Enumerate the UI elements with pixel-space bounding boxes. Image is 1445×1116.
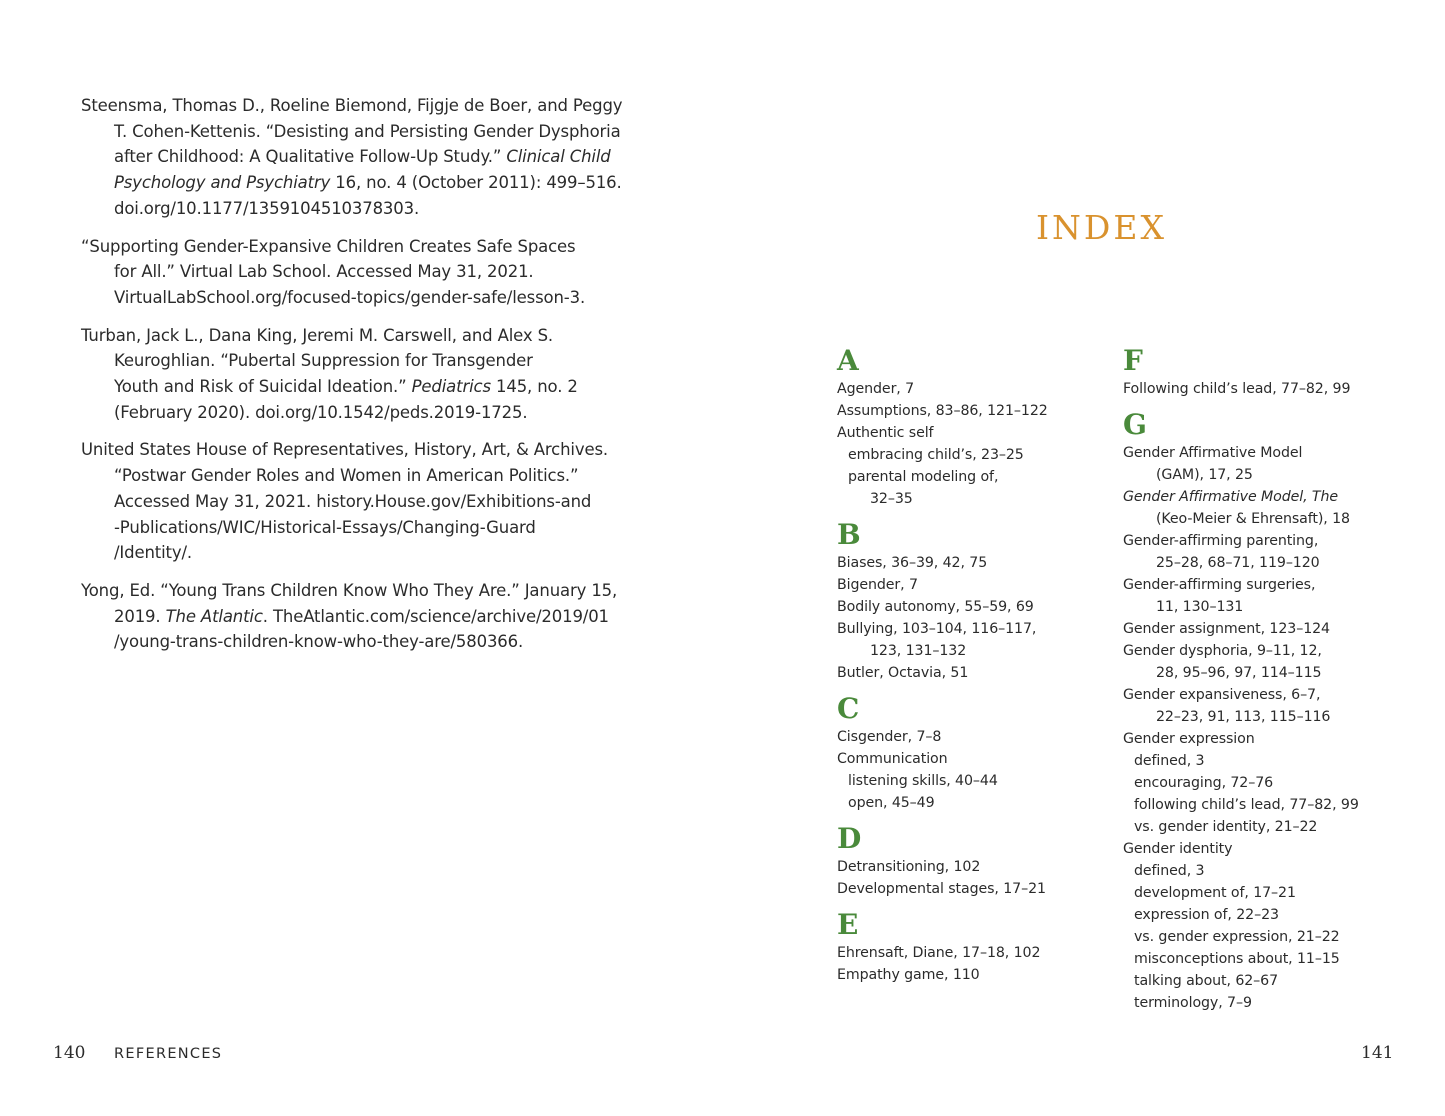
text-run: Butler, Octavia, 51 <box>837 665 969 681</box>
text-run: Accessed May 31, 2021. history.House.gov/Exhibitions-and <box>114 491 592 511</box>
index-subentry <box>1123 882 1423 904</box>
index-entry <box>837 552 1107 574</box>
index-subentry <box>837 444 1107 466</box>
index-title: INDEX <box>1036 208 1167 247</box>
index-subentry <box>1123 750 1423 772</box>
text-run: Gender expression <box>1123 731 1255 747</box>
index-entry <box>837 596 1107 618</box>
index-subentry <box>1123 992 1423 1014</box>
index-entry <box>837 618 1107 640</box>
text-run: United States House of Representatives, History, Art, & Archives. <box>81 440 608 460</box>
text-run: misconceptions about, 11–15 <box>1134 951 1340 967</box>
text-run: following child’s lead, 77–82, 99 <box>1134 797 1359 813</box>
index-subentry <box>1123 904 1423 926</box>
index-subentry <box>1123 794 1423 816</box>
text-run: Turban, Jack L., Dana King, Jeremi M. Carswell, and Alex S. <box>81 325 554 345</box>
index-entry <box>837 488 1107 510</box>
index-entry <box>1123 596 1423 618</box>
text-run: /young-trans-children-know-who-they-are/580366. <box>114 632 524 652</box>
reference-entry <box>81 437 621 566</box>
reference-line <box>81 463 621 489</box>
text-run: 123, 131–132 <box>870 643 967 659</box>
text-run: 2019. <box>114 606 166 626</box>
text-run: defined, 3 <box>1134 753 1205 769</box>
reference-line <box>81 234 621 260</box>
text-run: (Keo-Meier & Ehrensaft), 18 <box>1156 511 1350 527</box>
reference-line <box>81 629 621 655</box>
index-entry <box>1123 552 1423 574</box>
text-run: doi.org/10.1177/1359104510378303. <box>114 198 420 218</box>
index-entry <box>1123 378 1423 400</box>
reference-entry <box>81 93 621 222</box>
page-number-left: 140 <box>53 1043 86 1063</box>
text-run: vs. gender expression, 21–22 <box>1134 929 1340 945</box>
index-entry <box>837 942 1107 964</box>
text-run: Bullying, 103–104, 116–117, <box>837 621 1037 637</box>
text-run: Empathy game, 110 <box>837 967 980 983</box>
reference-line <box>81 489 621 515</box>
index-entry <box>1123 618 1423 640</box>
text-run: Gender assignment, 123–124 <box>1123 621 1330 637</box>
reference-line <box>81 119 621 145</box>
text-run: Gender-affirming surgeries, <box>1123 577 1316 593</box>
text-run: parental modeling of, <box>848 469 999 485</box>
reference-line <box>81 578 621 604</box>
text-run: Communication <box>837 751 948 767</box>
text-run: -Publications/WIC/Historical-Essays/Changing-Guard <box>114 517 536 537</box>
index-entry <box>1123 442 1423 464</box>
index-entry <box>837 422 1107 444</box>
text-run: Gender-affirming parenting, <box>1123 533 1319 549</box>
text-run: Assumptions, 83–86, 121–122 <box>837 403 1048 419</box>
text-run: embracing child’s, 23–25 <box>848 447 1024 463</box>
text-run: “Postwar Gender Roles and Women in American Politics.” <box>114 466 579 486</box>
text-run: 32–35 <box>870 491 913 507</box>
text-run: Authentic self <box>837 425 934 441</box>
text-run: Youth and Risk of Suicidal Ideation.” <box>114 377 412 397</box>
text-run: T. Cohen-Kettenis. “Desisting and Persisting Gender Dysphoria <box>114 121 621 141</box>
reference-line <box>81 348 621 374</box>
reference-spacer <box>81 425 621 437</box>
text-run: terminology, 7–9 <box>1134 995 1252 1011</box>
text-run: (GAM), 17, 25 <box>1156 467 1253 483</box>
reference-entry <box>81 234 621 311</box>
right-page <box>723 0 1445 1116</box>
reference-spacer <box>81 566 621 578</box>
text-run: “Supporting Gender-Expansive Children Creates Safe Spaces <box>81 236 576 256</box>
reference-line <box>81 604 621 630</box>
text-run: vs. gender identity, 21–22 <box>1134 819 1318 835</box>
index-column-right <box>1123 345 1423 1014</box>
reference-line <box>81 259 621 285</box>
reference-line <box>81 170 621 196</box>
text-run: 22–23, 91, 113, 115–116 <box>1156 709 1331 725</box>
text-run: Agender, 7 <box>837 381 915 397</box>
index-entry <box>837 662 1107 684</box>
text-run: encouraging, 72–76 <box>1134 775 1274 791</box>
text-run: Gender dysphoria, 9–11, 12, <box>1123 643 1322 659</box>
reference-entry <box>81 323 621 426</box>
index-section-letter: B <box>837 518 861 551</box>
italic-text: Psychology and Psychiatry <box>114 173 331 193</box>
reference-line <box>81 93 621 119</box>
index-section-letter: E <box>837 908 859 941</box>
index-entry <box>837 726 1107 748</box>
text-run: Cisgender, 7–8 <box>837 729 942 745</box>
text-run: (February 2020). doi.org/10.1542/peds.2019-1725. <box>114 402 528 422</box>
index-entry <box>837 378 1107 400</box>
reference-list <box>81 93 621 655</box>
text-run: expression of, 22–23 <box>1134 907 1279 923</box>
index-section-letter: G <box>1123 408 1147 441</box>
text-run: talking about, 62–67 <box>1134 973 1279 989</box>
text-run: . TheAtlantic.com/science/archive/2019/01 <box>262 606 609 626</box>
index-subentry <box>1123 970 1423 992</box>
text-run: listening skills, 40–44 <box>848 773 998 789</box>
text-run: Detransitioning, 102 <box>837 859 981 875</box>
text-run: development of, 17–21 <box>1134 885 1296 901</box>
index-column-left <box>837 345 1107 986</box>
index-entry <box>837 574 1107 596</box>
index-entry <box>1123 662 1423 684</box>
text-run: Following child’s lead, 77–82, 99 <box>1123 381 1351 397</box>
text-run: Steensma, Thomas D., Roeline Biemond, Fijgje de Boer, and Peggy <box>81 96 623 115</box>
text-run: for All.” Virtual Lab School. Accessed May 31, 2021. <box>114 262 534 282</box>
index-subentry <box>837 792 1107 814</box>
reference-spacer <box>81 222 621 234</box>
reference-line <box>81 323 621 349</box>
italic-text: Clinical Child <box>506 147 611 167</box>
reference-line <box>81 400 621 426</box>
text-run: Yong, Ed. “Young Trans Children Know Who They Are.” January 15, <box>81 580 618 600</box>
italic-text: The Atlantic <box>165 606 263 626</box>
text-run: 11, 130–131 <box>1156 599 1244 615</box>
index-subentry <box>837 770 1107 792</box>
text-run: Gender expansiveness, 6–7, <box>1123 687 1321 703</box>
index-entry <box>837 400 1107 422</box>
index-entry <box>1123 684 1423 706</box>
reference-line <box>81 437 621 463</box>
index-section-letter: A <box>837 344 859 377</box>
text-run: 25–28, 68–71, 119–120 <box>1156 555 1320 571</box>
index-section-letter: D <box>837 822 862 855</box>
reference-entry <box>81 578 621 655</box>
index-subentry <box>1123 948 1423 970</box>
italic-text: Gender Affirmative Model, The <box>1123 489 1339 505</box>
text-run: Gender Affirmative Model <box>1123 445 1303 461</box>
reference-spacer <box>81 311 621 323</box>
index-entry <box>1123 486 1423 508</box>
index-entry <box>1123 728 1423 750</box>
text-run: open, 45–49 <box>848 795 935 811</box>
index-entry <box>1123 574 1423 596</box>
index-section-letter: C <box>837 692 860 725</box>
index-entry <box>1123 464 1423 486</box>
index-subentry <box>837 466 1107 488</box>
text-run: VirtualLabSchool.org/focused-topics/gender-safe/lesson-3. <box>114 287 586 307</box>
text-run: 16, no. 4 (October 2011): 499–516. <box>330 173 622 193</box>
index-subentry <box>1123 860 1423 882</box>
reference-line <box>81 374 621 400</box>
text-run: Developmental stages, 17–21 <box>837 881 1046 897</box>
reference-line <box>81 196 621 222</box>
text-run: Biases, 36–39, 42, 75 <box>837 555 988 571</box>
reference-line <box>81 515 621 541</box>
text-run: Bigender, 7 <box>837 577 918 593</box>
italic-text: Pediatrics <box>411 377 491 397</box>
text-run: /Identity/. <box>114 543 192 563</box>
reference-line <box>81 540 621 566</box>
left-page <box>0 0 722 1116</box>
reference-line <box>81 144 621 170</box>
index-entry <box>837 964 1107 986</box>
running-head: REFERENCES <box>114 1046 223 1062</box>
text-run: Keuroghlian. “Pubertal Suppression for Transgender <box>114 351 533 371</box>
text-run: Gender identity <box>1123 841 1233 857</box>
index-entry <box>1123 640 1423 662</box>
reference-line <box>81 285 621 311</box>
index-subentry <box>1123 926 1423 948</box>
index-subentry <box>1123 772 1423 794</box>
text-run: 145, no. 2 <box>490 377 578 397</box>
index-entry <box>837 856 1107 878</box>
index-entry <box>837 878 1107 900</box>
text-run: defined, 3 <box>1134 863 1205 879</box>
index-entry <box>1123 508 1423 530</box>
index-entry <box>1123 530 1423 552</box>
text-run: Bodily autonomy, 55–59, 69 <box>837 599 1034 615</box>
text-run: Ehrensaft, Diane, 17–18, 102 <box>837 945 1041 961</box>
index-entry <box>837 748 1107 770</box>
text-run: after Childhood: A Qualitative Follow-Up Study.” <box>114 147 507 167</box>
index-subentry <box>1123 816 1423 838</box>
index-section-letter: F <box>1123 344 1143 377</box>
index-entry <box>1123 706 1423 728</box>
text-run: 28, 95–96, 97, 114–115 <box>1156 665 1322 681</box>
index-entry <box>1123 838 1423 860</box>
page-number-right: 141 <box>1361 1043 1394 1063</box>
index-entry <box>837 640 1107 662</box>
